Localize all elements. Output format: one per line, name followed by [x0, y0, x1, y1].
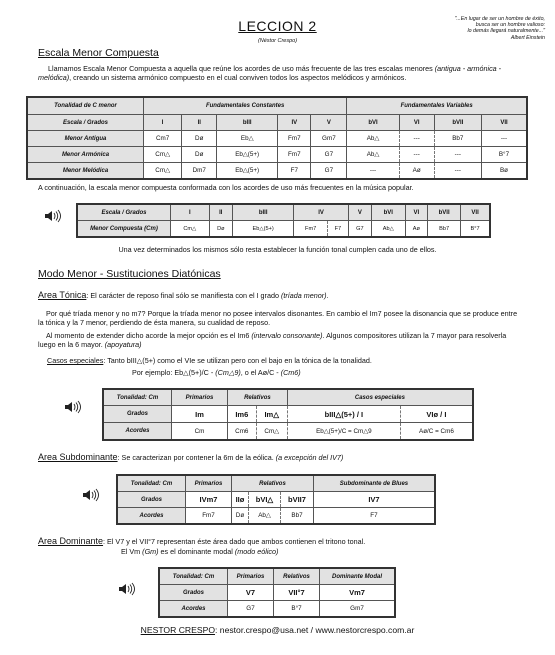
chord-cell: --- [434, 163, 481, 180]
tonica-paragraph-1: Por qué tríada menor y no m7? Porque la tríada menor no posee intervalos disonantes. En cambio el Im7 posee la disonancia que se produce entre la tónica y la 7 menor, perdiendo de ésta manera, su cualidad de reposo. [38, 309, 518, 328]
chord-cell: --- [481, 131, 527, 147]
casos-especiales-label: Casos especiales [47, 356, 104, 365]
degree-cell: V [311, 115, 347, 131]
table-row [159, 585, 395, 601]
chord-cell: Gm7 [311, 131, 347, 147]
chord-cell: Bø [481, 163, 527, 180]
chord-cell: Eb△(5+) [217, 147, 278, 163]
area-subdominante-label: Area Subdominante [38, 452, 118, 462]
chord-cell: Ab△ [347, 131, 399, 147]
chord-cell: --- [399, 131, 434, 147]
chord-cell: Eb△(5+)/C = Cm△9 [287, 423, 400, 441]
closing-text: Una vez determinados los mismos sólo resta establecer la función tonal cumplen cada uno de ellos. [118, 245, 437, 254]
header-cell: Relativos [228, 389, 288, 406]
quote-line: busca ser un hombre valioso: [475, 22, 545, 29]
degree-cell: VII [481, 115, 527, 131]
intro-paragraph [38, 64, 518, 83]
dominante-text-2b: es el dominante modal [158, 547, 235, 556]
transition-text: A continuación, la escala menor compuesta conformada con los acordes de uso más frecuentes en la música popular. [38, 183, 414, 192]
chord-cell: Gm7 [320, 601, 396, 618]
casos-especiales-text: : Tanto bIII△(5+) como el VIe se utilizan pero con el bajo en la tónica de la tonalidad. [103, 356, 372, 365]
header-cell: Tonalidad: Cm [103, 389, 172, 406]
intro-emphasis: (antigua - armónica - melódica) [38, 64, 502, 83]
subdominante-table [116, 474, 436, 525]
row-label: Grados [103, 406, 172, 423]
chord-cell: Cm6 [228, 423, 257, 441]
tonica-text: : El carácter de reposo final sólo se manifiesta con el I grado [86, 291, 281, 300]
intro-text: Llamamos Escala Menor Compuesta a aquella que reúne los acordes de uso más frecuente de las tres escalas menores [48, 64, 435, 73]
subdominante-emphasis: (a excepción del IV7) [275, 453, 344, 462]
chord-cell: Cm7 [144, 131, 182, 147]
ejemplo-text-b: , o el Aø/C - [240, 368, 281, 377]
header-cell: Casos especiales [287, 389, 473, 406]
table-row [103, 423, 473, 441]
quote-author: Albert Einstein [510, 34, 545, 41]
speaker-icon[interactable] [118, 582, 136, 596]
dominante-emphasis: (Gm) [142, 547, 159, 556]
subdominante-text: : Se caracterizan por contener la 6m de la eólica. [117, 453, 276, 462]
chord-cell: Cm△ [144, 163, 182, 180]
degree-cell: II [182, 115, 217, 131]
chord-cell: G7 [311, 163, 347, 180]
degree-cell: Im6 [228, 406, 257, 423]
degree-cell: IIø [232, 492, 249, 508]
chord-cell: Bb7 [428, 221, 461, 238]
ejemplo-emphasis-2: (Cm6) [280, 368, 301, 377]
degree-cell: V [348, 204, 371, 221]
tonica-text-end: . [326, 291, 329, 300]
chord-cell: --- [347, 163, 399, 180]
degree-cell: bIII [217, 115, 278, 131]
chord-cell: --- [399, 147, 434, 163]
degree-cell: bVII [428, 204, 461, 221]
tonica-p2-emphasis-2: (apoyatura) [104, 340, 142, 350]
tonica-p2-text: Al momento de extender dicho acorde la mejor opción es el Im6 [46, 331, 252, 340]
header-cell: Relativos [232, 475, 314, 492]
degree-cell: bVI [372, 204, 406, 221]
chord-cell: Dø [209, 221, 232, 238]
chord-cell: Fm7 [294, 221, 328, 238]
header-cell: Tonalidad: Cm [117, 475, 186, 492]
footer-contact: : nestor.crespo@usa.net / www.nestorcrespo.com.ar [215, 625, 415, 635]
table-row [27, 131, 527, 147]
author-credit: (Néstor Crespo) [257, 38, 298, 44]
chord-cell: B°7 [481, 147, 527, 163]
tonica-paragraph-2 [38, 331, 518, 350]
tonica-emphasis: (tríada menor) [280, 291, 327, 300]
table-row [159, 601, 395, 618]
page-title: LECCION 2 [238, 18, 317, 34]
tonica-intro [38, 291, 528, 300]
chord-cell: Cm△ [171, 221, 210, 238]
table-row [103, 406, 473, 423]
chord-cell: Cm△ [144, 147, 182, 163]
degree-cell: bVI△ [248, 492, 280, 508]
table-row [27, 163, 527, 180]
table-row [77, 221, 490, 238]
chord-cell: Ab△ [248, 508, 280, 525]
table-row [117, 508, 435, 525]
chord-cell: --- [434, 147, 481, 163]
degree-cell: bVI [347, 115, 399, 131]
quote-line: lo demás llegará naturalmente..." [467, 28, 545, 35]
area-dominante-label: Area Dominante [38, 536, 104, 546]
header-cell: Dominante Modal [320, 568, 396, 585]
degree-cell: VI [405, 204, 427, 221]
degree-cell: VII°7 [274, 585, 320, 601]
degree-cell: IV [278, 115, 311, 131]
row-label: Grados [117, 492, 186, 508]
dominante-text-2: El Vm [121, 547, 143, 556]
degree-cell: VI [399, 115, 434, 131]
row-label: Grados [159, 585, 228, 601]
tonica-table [102, 388, 474, 441]
footer-name: NESTOR CRESPO [140, 625, 216, 635]
chord-cell: F7 [313, 508, 435, 525]
chord-cell: Dø [182, 131, 217, 147]
area-tonica-label: Area Tónica [38, 290, 87, 300]
dominante-intro [38, 537, 528, 546]
chord-cell: G7 [228, 601, 274, 618]
row-label: Acordes [103, 423, 172, 441]
dominante-table [158, 567, 396, 618]
chord-cell: Bb7 [434, 131, 481, 147]
header-cell: Fundamentales Variables [347, 97, 527, 115]
chord-cell: F7 [327, 221, 348, 238]
speaker-icon[interactable] [82, 488, 100, 502]
row-label: Menor Antigua [27, 131, 144, 147]
table-row [27, 147, 527, 163]
chord-cell: Aø/C = Cm6 [400, 423, 473, 441]
row-label: Acordes [117, 508, 186, 525]
chord-cell: Dø [182, 147, 217, 163]
chord-cell: Fm7 [186, 508, 232, 525]
header-cell: Escala / Grados [27, 115, 144, 131]
header-cell: Tonalidad: Cm [159, 568, 228, 585]
degree-cell: Im△ [256, 406, 287, 423]
header-cell: Escala / Grados [77, 204, 171, 221]
table-row [117, 492, 435, 508]
header-cell: Relativos [274, 568, 320, 585]
header-cell: Subdominante de Blues [313, 475, 435, 492]
section-heading-escala: Escala Menor Compuesta [38, 47, 159, 59]
chord-cell: Fm7 [278, 147, 311, 163]
chord-cell: Eb△ [217, 131, 278, 147]
chord-cell: Dø [232, 508, 249, 525]
speaker-icon[interactable] [64, 400, 82, 414]
chord-cell: B°7 [274, 601, 320, 618]
chord-cell: Bb7 [281, 508, 314, 525]
ejemplo-text: Por ejemplo: Eb△(5+)/C - [132, 368, 216, 377]
degree-cell: I [171, 204, 210, 221]
chord-cell: B°7 [461, 221, 490, 238]
scale-table [26, 96, 528, 180]
degree-cell: VIø / I [400, 406, 473, 423]
header-cell: Tonalidad de C menor [27, 97, 144, 115]
header-cell: Primarios [186, 475, 232, 492]
intro-text-end: , creando un sistema armónico compuesto en el cual conviven todos los aspectos melódicos y armónicos. [69, 73, 407, 83]
section-heading-modo-menor: Modo Menor - Sustituciones Diatónicas [38, 268, 221, 280]
header-cell: Fundamentales Constantes [144, 97, 347, 115]
compound-scale-table [76, 203, 491, 238]
row-label: Menor Armónica [27, 147, 144, 163]
ejemplo-emphasis: (Cm△9) [215, 368, 241, 377]
row-label: Acordes [159, 601, 228, 618]
chord-cell: Aø [405, 221, 427, 238]
header-cell: Primarios [228, 568, 274, 585]
degree-cell: bVII [434, 115, 481, 131]
degree-cell: IVm7 [186, 492, 232, 508]
row-label: Menor Compuesta (Cm) [77, 221, 171, 238]
degree-cell: IV7 [313, 492, 435, 508]
ejemplo-line [132, 368, 512, 377]
chord-cell: Fm7 [278, 131, 311, 147]
chord-cell: Aø [399, 163, 434, 180]
dominante-text: : El V7 y el VII°7 representan éste área dado que ambos contienen el tritono tonal. [103, 537, 366, 546]
chord-cell: Eb△(5+) [217, 163, 278, 180]
chord-cell: F7 [278, 163, 311, 180]
epigraph-quote [405, 16, 545, 41]
degree-cell: II [209, 204, 232, 221]
degree-cell: bIII [232, 204, 293, 221]
degree-cell: Im [172, 406, 228, 423]
degree-cell: IV [294, 204, 348, 221]
chord-cell: Cm△ [256, 423, 287, 441]
degree-cell: I [144, 115, 182, 131]
chord-cell: Ab△ [372, 221, 406, 238]
chord-cell: Cm [172, 423, 228, 441]
chord-cell: Dm7 [182, 163, 217, 180]
chord-cell: G7 [311, 147, 347, 163]
degree-cell: bIII△(5+) / I [287, 406, 400, 423]
quote-line: "...En lugar de ser un hombre de éxito, [454, 16, 545, 22]
chord-cell: G7 [348, 221, 371, 238]
tonica-p2-text-b: . Algunos compositores utilizan la 7 mayor para resolverla luego en la 6 mayor. [38, 331, 507, 350]
degree-cell: Vm7 [320, 585, 396, 601]
degree-cell: VII [461, 204, 490, 221]
chord-cell: Eb△(5+) [232, 221, 293, 238]
tonica-p2-emphasis: (intervalo consonante) [251, 331, 323, 340]
subdominante-intro [38, 453, 528, 462]
chord-cell: Ab△ [347, 147, 399, 163]
dominante-line-2 [121, 547, 521, 556]
row-label: Menor Melódica [27, 163, 144, 180]
degree-cell: V7 [228, 585, 274, 601]
speaker-icon[interactable] [44, 209, 62, 223]
degree-cell: bVII7 [281, 492, 314, 508]
dominante-emphasis-2: (modo eólico) [234, 547, 279, 556]
casos-especiales-line [47, 356, 517, 365]
footer [0, 625, 555, 635]
header-cell: Primarios [172, 389, 228, 406]
